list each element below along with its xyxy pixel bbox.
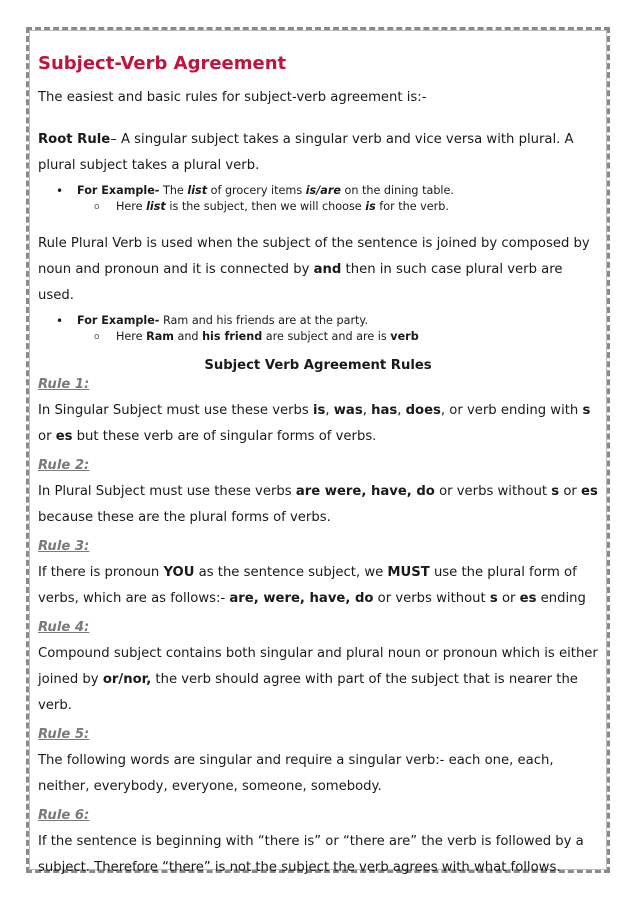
rule-3-text: If there is pronoun YOU as the sentence subject, we MUST use the plural form of verbs, which are as follows:- are, were, have, do or verbs without s or es ending <box>38 565 586 606</box>
rule-5-heading: Rule 5: <box>38 727 90 742</box>
root-rule-label: Root Rule <box>38 132 111 147</box>
rule-1-text: In Singular Subject must use these verbs is, was, has, does, or verb ending with s or es but these verb are of singular forms of verbs. <box>38 403 591 444</box>
example-1-subitem: o Here list is the subject, then we will choose is for the verb. <box>38 199 598 215</box>
rule-6-text: If the sentence is beginning with “there is” or “there are” the verb is followed by a subject. Therefore “there” is not the subject the verb agrees with what follows. <box>38 834 584 875</box>
example-2-item: • For Example- Ram and his friends are at the party. <box>38 313 598 329</box>
example-2-subitem: o Here Ram and his friend are subject and are is verb <box>38 329 598 345</box>
plural-rule-paragraph: Rule Plural Verb is used when the subject of the sentence is joined by composed by noun and pronoun and it is connected by and then in such case plural verb are used. <box>38 236 590 303</box>
root-rule-text: – A singular subject takes a singular verb and vice versa with plural. A plural subject takes a plural verb. <box>38 132 574 173</box>
rule-1-heading: Rule 1: <box>38 377 90 392</box>
intro-text: The easiest and basic rules for subject-verb agreement is:- <box>38 90 427 105</box>
rule-2-heading: Rule 2: <box>38 458 90 473</box>
rule-2-text: In Plural Subject must use these verbs are were, have, do or verbs without s or es because these are the plural forms of verbs. <box>38 484 598 525</box>
example-1-list <box>38 183 598 215</box>
root-rule-paragraph <box>38 127 598 179</box>
example-2-list <box>38 313 598 345</box>
document-body <box>38 52 598 881</box>
rule-6-heading: Rule 6: <box>38 808 90 823</box>
example-1-item: • For Example- The list of grocery items is/are on the dining table. <box>38 183 598 199</box>
document-title: Subject-Verb Agreement <box>38 53 287 74</box>
rules-heading: Subject Verb Agreement Rules <box>204 358 432 373</box>
rule-3-heading: Rule 3: <box>38 539 90 554</box>
rule-4-text: Compound subject contains both singular and plural noun or pronoun which is either joined by or/nor, the verb should agree with part of the subject that is nearer the verb. <box>38 646 598 713</box>
rule-4-heading: Rule 4: <box>38 620 90 635</box>
rule-5-text: The following words are singular and require a singular verb:- each one, each, neither, everybody, everyone, someone, somebody. <box>38 753 554 794</box>
